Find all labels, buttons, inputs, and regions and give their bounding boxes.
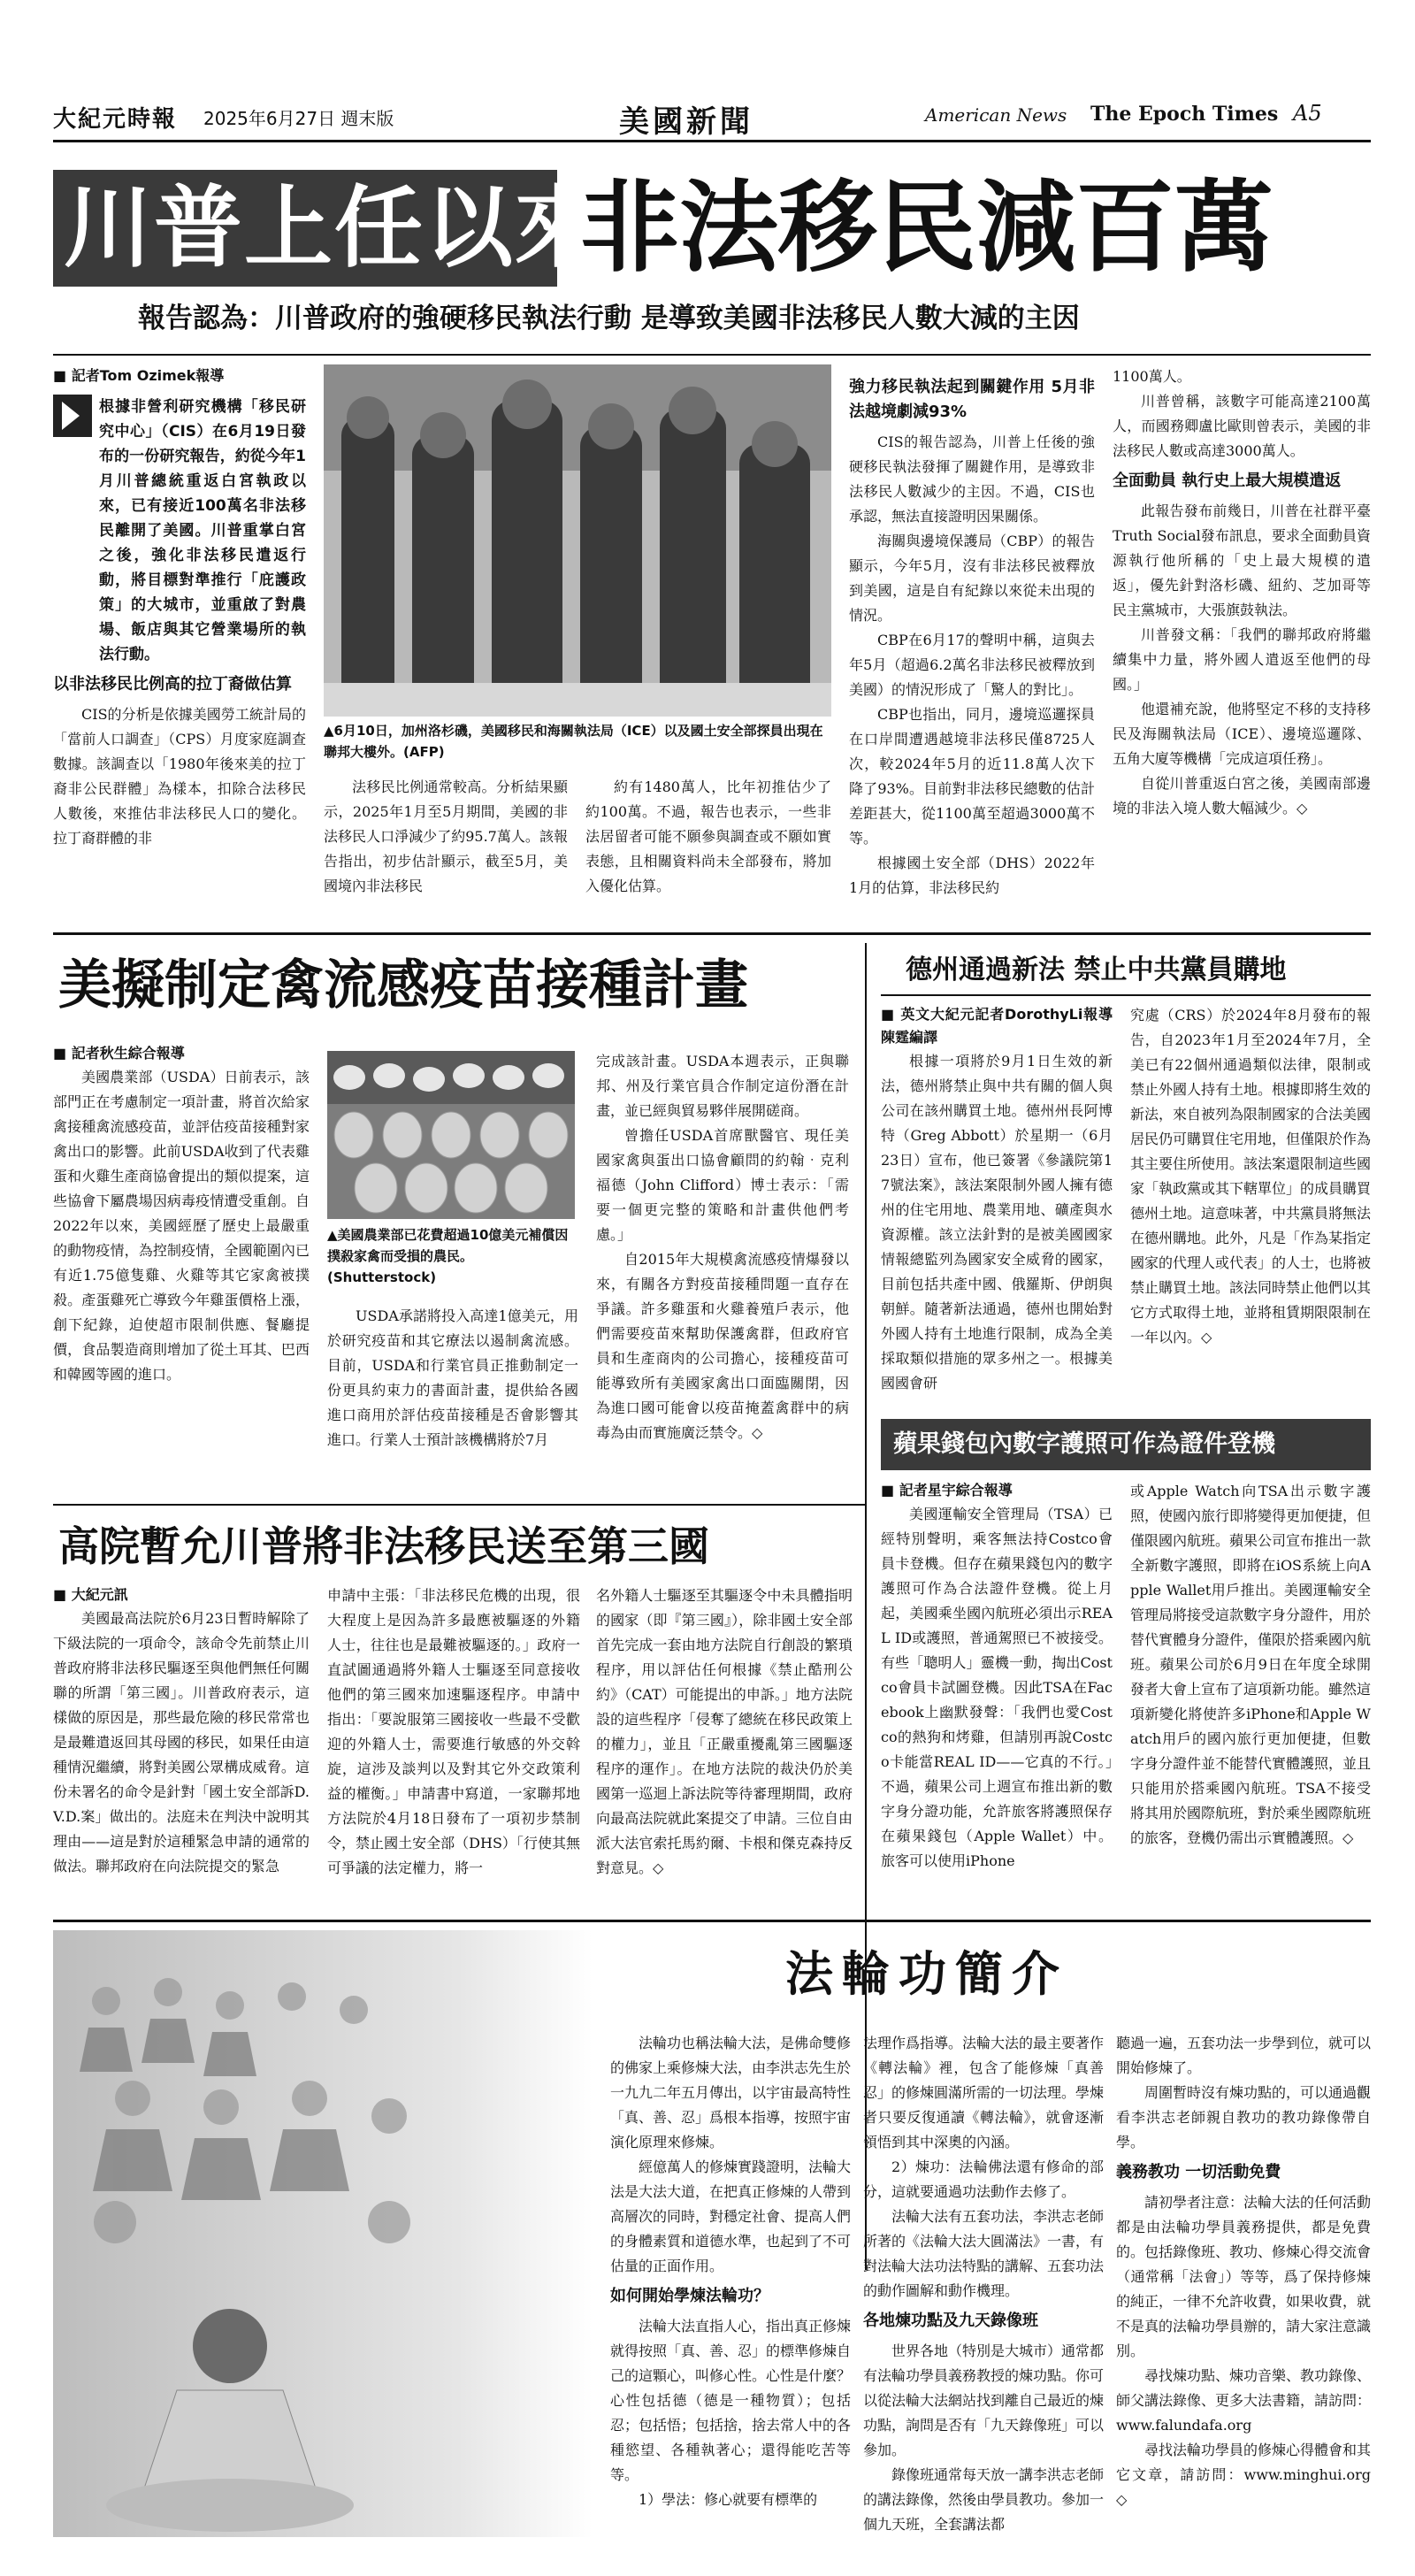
story1-col4-p2: 海關與邊境保護局（CBP）的報告顯示，今年5月，沒有非法移民被釋放到美國，這是自有紀錄以來從未出現的情況。 bbox=[849, 533, 1095, 624]
story2-col1-body: 美國農業部（USDA）日前表示，該部門正在考慮制定一項計畫，將首次給家禽接種禽流感疫苗，並評估疫苗接種對家禽出口的影響。此前USDA收到了代表雞蛋和火雞生產商協會提出的類似提案，這些協會下屬農場因病毒疫情遭受重創。自2022年以來，美國經歷了歷史上最嚴重的動物疫情，為控制疫情，全國範圍內已有近1.75億隻雞、火雞等其它家禽被撲殺。產蛋雞死亡導致今年雞蛋價格上漲，創下紀錄，迫使超市限制供應、餐廳提價，食品製造商則增加了從土耳其、巴西和韓國等國的進口。 bbox=[53, 1069, 310, 1383]
falun-column-2 bbox=[863, 2031, 1104, 2537]
subheadline-rule bbox=[53, 354, 1371, 356]
story2-col3-p2: 曾擔任USDA首席獸醫官、現任美國家禽與蛋出口協會顧問的約翰‧克利福德（John Clifford）博士表示：「需要一個更完整的策略和計畫供他們考慮。」 bbox=[596, 1127, 849, 1243]
story1-bottom-rule bbox=[53, 932, 1371, 935]
section-title: 美國新聞 bbox=[619, 104, 753, 140]
story5-byline: ■ 大紀元訊 bbox=[53, 1586, 128, 1603]
falun-subhead-2: 各地煉功點及九天錄像班 bbox=[863, 2312, 1038, 2330]
story3-column-2 bbox=[1130, 1003, 1371, 1405]
falun-col3-p4: 尋找煉功點、煉功音樂、教功錄像、師父講法錄像、更多大法書籍，請訪問：www.falundafa.org bbox=[1116, 2367, 1371, 2434]
story5-col2-body: 申請中主張：「非法移民危機的出現，很大程度上是因為許多最應被驅逐的外籍人士，往往也是最難被驅逐的。」政府一直試圖通過將外籍人士驅逐至同意接收他們的第三國來加速驅逐程序。申請中指出：「要說服第三國接收一些最不受歡迎的外籍人士，需要進行敏感的外交斡旋，這涉及談判以及對其它外交政策利益的權衡。」申請書中寫道，一家聯邦地方法院於4月18日發布了一項初步禁制令，禁止國土安全部（DHS）「行使其無可爭議的法定權力，將一 bbox=[327, 1587, 580, 1876]
story1-col5-p4: 川普發文稱：「我們的聯邦政府將繼續集中力量，將外國人遣返至他們的母國。」 bbox=[1113, 626, 1371, 693]
story2-bottom-rule bbox=[53, 1504, 865, 1506]
falun-col3-p3: 請初學者注意：法輪大法的任何活動都是由法輪功學員義務提供，都是免費的。包括錄像班、教功、修煉心得交流會（通常稱「法會」）等等，爲了保持修煉的純正，一律不允許收費，如果收費，就不是真的法輪功學員辦的，請大家注意識別。 bbox=[1116, 2194, 1371, 2359]
falun-col1-p3: 法輪大法直指人心，指出真正修煉就得按照「真、善、忍」的標準修煉自己的這顆心，叫修心性。心性是什麼？心性包括德（德是一種物質）；包括忍；包括悟；包括捨，捨去常人中的各種慾望、各種執著心；還得能吃苦等等。 bbox=[610, 2318, 851, 2483]
story5-column-2 bbox=[327, 1583, 580, 1911]
story5-column-3 bbox=[596, 1583, 853, 1911]
story5-column-1 bbox=[53, 1583, 310, 1911]
story2-col3-p3: 自2015年大規模禽流感疫情爆發以來，有關各方對疫苗接種問題一直存在爭議。許多雞蛋和火雞養殖戶表示，他們需要疫苗來幫助保護禽群，但政府官員和生產商肉的公司擔心，接種疫苗可能導致所有美國家禽出口面臨關閉，因為進口國可能會以疫苗掩蓋禽群中的病毒為由而實施廣泛禁令。◇ bbox=[596, 1251, 849, 1441]
eggs-photo bbox=[327, 1051, 575, 1219]
story1-subhead-1: 以非法移民比例高的拉丁裔做估算 bbox=[53, 675, 292, 694]
story5-col3-body: 名外籍人士驅逐至其驅逐令中未具體指明的國家（即『第三國』），除非國土安全部首先完成一套由地方法院自行創設的繁瑣程序，用以評估任何根據《禁止酷刑公約》（CAT）可能提出的申訴。」地方法院設的這些程序「侵奪了總統在移民政策上的權力」，並且「正嚴重擾亂第三國驅逐程序的運作」。在地方法院的裁決仍於美國第一巡迴上訴法院等待審理期間，政府向最高法院就此案提交了申請。三位自由派大法官索托馬約爾、卡根和傑克森持反對意見。◇ bbox=[596, 1587, 853, 1876]
falun-col3-p1: 聽過一遍，五套功法一步學到位，就可以開始修煉了。 bbox=[1116, 2035, 1371, 2076]
story3-head-rule bbox=[881, 994, 1371, 996]
story4-column-1 bbox=[881, 1479, 1113, 1911]
falun-column-3 bbox=[1116, 2031, 1371, 2537]
story4-column-2 bbox=[1130, 1479, 1371, 1911]
paper-name: 大紀元時報 bbox=[53, 106, 178, 133]
story3-col2-body: 究處（CRS）於2024年8月發布的報告，自2023年1月至2024年7月，全美已有22個州通過類似法律，限制或禁止外國人持有土地。根據即將生效的新法，來自被列為限制國家的合法美國居民仍可購買住宅用地，但僅限於作為其主要住所使用。該法案還限制這些國家「執政黨或其下轄單位」的成員購買德州土地。這意味著，中共黨員將無法在德州購地。此外，凡是「作為某指定國家的代理人或代表」的人士，也將被禁止購買土地。該法同時禁止他們以其它方式取得土地，並將租賃期限限制在一年以內。◇ bbox=[1130, 1007, 1371, 1346]
ice-agents-image bbox=[324, 364, 831, 717]
story1-col4-p3: CBP在6月17的聲明中稱，這與去年5月（超過6.2萬名非法移民被釋放到美國）的情況形成了「驚人的對比」。 bbox=[849, 632, 1095, 698]
story3-headline: 德州通過新法 禁止中共黨員購地 bbox=[906, 954, 1287, 985]
story4-col1-body: 美國運輸安全管理局（TSA）已經特別聲明，乘客無法持Costco會員卡登機。但存在蘋果錢包內的數字護照可作為合法證件登機。從上月起，美國乘坐國內航班必須出示REAL ID或護照，普通駕照已不被接受。有些「聰明人」靈機一動，掏出Costco會員卡試圖登機。因此TSA在Facebook上幽默發聲：「我們也愛Costco的熱狗和烤雞，但請別再說Costco卡能當REAL ID——它真的不行。」不過，蘋果公司上週宣布推出新的數字身分證功能，允許旅客將護照保存在蘋果錢包（Apple Wallet）中。旅客可以使用iPhone bbox=[881, 1506, 1113, 1869]
masthead bbox=[53, 92, 1371, 138]
story1-subhead-3: 全面動員 執行史上最大規模遣返 bbox=[1113, 472, 1342, 490]
story3-col1-body: 根據一項將於9月1日生效的新法，德州將禁止與中共有關的個人與公司在該州購買土地。德州州長阿博特（Greg Abbott）於星期一（6月23日）宣布，他已簽署《參議院第17號法案》，該法案限制外國人擁有德州的住宅用地、農業用地、礦產與水資源權。該立法針對的是被美國國家情報總監列為國家安全威脅的國家，目前包括共產中國、俄羅斯、伊朗與朝鮮。隨著新法通過，德州也開始對外國人持有土地進行限制，成為全美採取類似措施的眾多州之一。根據美國國會研 bbox=[881, 1053, 1113, 1392]
story1-col1-body: CIS的分析是依據美國勞工統計局的「當前人口調查」（CPS）月度家庭調查數據。該調查以「1980年後來美的拉丁裔非公民群體」為樣本，扣除合法移民人數後，來推估非法移民人口的變化。拉丁裔群體的非 bbox=[53, 706, 306, 847]
falun-column-1 bbox=[610, 2031, 851, 2537]
arrow-icon bbox=[53, 395, 92, 437]
meditation-photo bbox=[53, 1930, 593, 2537]
falun-col3-p2: 周圍暫時沒有煉功點的，可以通過觀看李洪志老師親自教功的教功錄像帶自學。 bbox=[1116, 2084, 1371, 2150]
story1-col4-p1: CIS的報告認為，川普上任後的強硬移民執法發揮了關鍵作用，是導致非法移民人數減少的主因。不過，CIS也承認，無法直接證明因果關係。 bbox=[849, 433, 1095, 525]
page-number: A5 bbox=[1293, 101, 1322, 126]
story1-headline-left: 川普上任以來 bbox=[64, 176, 605, 280]
falun-col2-p2: 2）煉功：法輪佛法還有修命的部分，這就要通過功法動作去修了。 bbox=[863, 2158, 1104, 2200]
story4-byline: ■ 記者星宇綜合報導 bbox=[881, 1482, 1013, 1499]
story1-col5-p1: 1100萬人。 bbox=[1113, 368, 1191, 385]
story1-col4-p4: CBP也指出，同月，邊境巡邏探員在口岸間遭遇越境非法移民僅8725人次，較2024年5月的近11.8萬人次下降了93%。目前對非法移民總數的估計差距甚大，從1100萬至超過3000萬不等。 bbox=[849, 706, 1095, 847]
eggs-image bbox=[327, 1051, 575, 1219]
story1-col3-body: 約有1480萬人，比年初推估少了約100萬。不過，報告也表示，一些非法居留者可能不願參與調查或不願如實表態，且相關資料尚未全部發布，將加入優化估算。 bbox=[585, 778, 831, 894]
section-title-en: American News bbox=[925, 104, 1067, 126]
story5-col1-body: 美國最高法院於6月23日暫時解除了下級法院的一項命令，該命令先前禁止川普政府將非法移民驅逐至與他們無任何關聯的所謂「第三國」。川普政府表示，這樣做的原因是，那些最危險的移民常常也是最難遣返回其母國的移民，如果任由這種情況繼續，將對美國公眾構成威脅。這份未署名的命令是針對「國土安全部訴D.V.D.案」做出的。法庭未在判決中說明其理由——這是對於這種緊急申請的通常的做法。聯邦政府在向法院提交的緊急 bbox=[53, 1610, 310, 1874]
story4-headline: 蘋果錢包內數字護照可作為證件登機 bbox=[893, 1430, 1275, 1458]
story3-column-1 bbox=[881, 1003, 1113, 1405]
falun-col2-p5: 錄像班通常每天放一講李洪志老師的講法錄像，然後由學員教功。參加一個九天班，全套講法都 bbox=[863, 2466, 1104, 2533]
falun-col2-p3: 法輪大法有五套功法，李洪志老師所著的《法輪大法大圓滿法》一書，有對法輪大法功法特點的講解、五套功法的動作圖解和動作機理。 bbox=[863, 2208, 1104, 2299]
story2-column-2 bbox=[327, 1304, 578, 1491]
falun-top-rule bbox=[53, 1920, 1371, 1922]
story1-col2-body: 法移民比例通常較高。分析結果顯示，2025年1月至5月期間，美國的非法移民人口淨減少了約95.7萬人。該報告指出，初步估計顯示，截至5月，美國境內非法移民 bbox=[324, 778, 568, 894]
falun-col1-p1: 法輪功也稱法輪大法，是佛命雙修的佛家上乘修煉大法，由李洪志先生於一九九二年五月傳出，以宇宙最高特性「真、善、忍」爲根本指導，按照宇宙演化原理來修煉。 bbox=[610, 2035, 851, 2150]
story2-headline: 美擬制定禽流感疫苗接種計畫 bbox=[58, 954, 748, 1016]
story1-column-1 bbox=[53, 364, 306, 924]
story1-headline-right: 非法移民減百萬 bbox=[580, 170, 1274, 286]
issue-date: 2025年6月27日 週末版 bbox=[203, 108, 394, 129]
falun-col3-p5: 尋找法輪功學員的修煉心得體會和其它文章，請訪問：www.minghui.org ◇ bbox=[1116, 2442, 1371, 2508]
story1-column-4 bbox=[849, 375, 1095, 924]
story1-col5-p6: 自從川普重返白宮之後，美國南部邊境的非法入境人數大幅減少。◇ bbox=[1113, 775, 1371, 816]
story1-subhead-2: 強力移民執法起到關鍵作用 5月非法越境劇減93% bbox=[849, 378, 1095, 421]
story2-column-1 bbox=[53, 1042, 310, 1491]
story2-col2-body: USDA承諾將投入高達1億美元，用於研究疫苗和其它療法以遏制禽流感。目前，USDA和行業官員正推動制定一份更具約束力的書面計畫，提供給各國進口商用於評估疫苗接種是否會影響其進口。行業人士預計該機構將於7月 bbox=[327, 1307, 578, 1448]
paper-name-en: The Epoch Times bbox=[1090, 103, 1279, 126]
story2-byline: ■ 記者秋生綜合報導 bbox=[53, 1045, 185, 1062]
falun-subhead-1: 如何開始學煉法輪功？ bbox=[610, 2287, 769, 2305]
story1-col5-p2: 川普曾稱，該數字可能高達2100萬人，而國務卿盧比歐則曾表示，美國的非法移民人數或高達3000萬人。 bbox=[1113, 393, 1371, 459]
story1-col5-p3: 此報告發布前幾日，川普在社群平臺Truth Social發布訊息，要求全面動員資源執行他所稱的「史上最大規模的遣返」，優先針對洛杉磯、紐約、芝加哥等民主黨城市，大張旗鼓執法。 bbox=[1113, 502, 1371, 618]
story1-photo-caption: ▲6月10日，加州洛杉磯，美國移民和海關執法局（ICE）以及國土安全部探員出現在聯邦大樓外。(AFP) bbox=[324, 723, 823, 760]
falun-col1-p2: 經億萬人的修煉實踐證明，法輪大法是大法大道，在把真正修煉的人帶到高層次的同時，對穩定社會、提高人們的身體素質和道德水準，也起到了不可估量的正面作用。 bbox=[610, 2158, 851, 2274]
story2-photo-caption: ▲美國農業部已花費超過10億美元補償因撲殺家禽而受損的農民。(Shutterstock) bbox=[327, 1227, 569, 1285]
story1-col5-p5: 他還補充說，他將堅定不移的支持移民及海關執法局（ICE）、邊境巡邏隊、五角大廈等機構「完成這項任務」。 bbox=[1113, 701, 1371, 767]
story1-lead-block bbox=[53, 395, 306, 667]
falun-col2-p1: 法理作爲指導。法輪大法的最主要著作《轉法輪》裡，包含了能修煉「真善忍」的修煉圓滿所需的一切法理。學煉者只要反復通讀《轉法輪》，就會逐漸領悟到其中深奧的內涵。 bbox=[863, 2035, 1104, 2150]
story3-byline: ■ 英文大紀元記者DorothyLi報導 陳霆編譯 bbox=[881, 1006, 1113, 1046]
story2-col3-p1: 完成該計畫。USDA本週表示，正與聯邦、州及行業官員合作制定這份潛在計畫，並已經與貿易夥伴展開磋商。 bbox=[596, 1053, 849, 1119]
story2-column-3 bbox=[596, 1049, 849, 1491]
story1-subheadline: 報告認為：川普政府的強硬移民執法行動 是導致美國非法移民人數大減的主因 bbox=[138, 303, 1080, 334]
falun-title: 法輪功簡介 bbox=[785, 1945, 1068, 2002]
story1-column-2 bbox=[324, 775, 568, 924]
story1-lead: 根據非營利研究機構「移民研究中心」（CIS）在6月19日發布的一份研究報告，約從今年1月川普總統重返白宮執政以來，已有接近100萬名非法移民離開了美國。川普重掌白宮之後，強化非法移民遣返行動，將目標對準推行「庇護政策」的大城市，並重啟了對農場、飯店與其它營業場所的執法行動。 bbox=[99, 398, 306, 663]
story1-byline: ■ 記者Tom Ozimek報導 bbox=[53, 367, 225, 384]
falun-col2-p4: 世界各地（特別是大城市）通常都有法輪功學員義務教授的煉功點。你可以從法輪大法網站找到離自己最近的煉功點，詢問是否有「九天錄像班」可以參加。 bbox=[863, 2342, 1104, 2458]
ice-agents-photo bbox=[324, 364, 831, 717]
story5-headline: 高院暫允川普將非法移民送至第三國 bbox=[58, 1522, 709, 1570]
story1-column-3 bbox=[585, 775, 831, 924]
masthead-rule bbox=[53, 140, 1371, 142]
falun-subhead-3: 義務教功 一切活動免費 bbox=[1116, 2163, 1281, 2181]
story4-col2-body: 或Apple Watch向TSA出示數字護照，使國內旅行即將變得更加便捷，但僅限國內航班。蘋果公司宣布推出一款全新數字護照，即將在iOS系統上向Apple Wallet用戶推出。美國運輸安全管理局將接受這款數字身分證件，用於替代實體身分證件，僅限於搭乘國內航班。蘋果公司於6月9日在年度全球開發者大會上宣布了這項新功能。雖然這項新變化將使許多iPhone和Apple Watch用戶的國內旅行更加便捷，但數字身分證件並不能替代實體護照，並且只能用於搭乘國內航班。TSA不接受將其用於國際航班，對於乘坐國際航班的旅客，登機仍需出示實體護照。◇ bbox=[1130, 1483, 1371, 1846]
story1-column-5 bbox=[1113, 364, 1371, 924]
falun-col1-p4: 1）學法：修心就要有標準的 bbox=[639, 2491, 818, 2508]
story1-col4-p5: 根據國土安全部（DHS）2022年1月的估算，非法移民約 bbox=[849, 855, 1095, 896]
meditation-image bbox=[53, 1930, 593, 2537]
